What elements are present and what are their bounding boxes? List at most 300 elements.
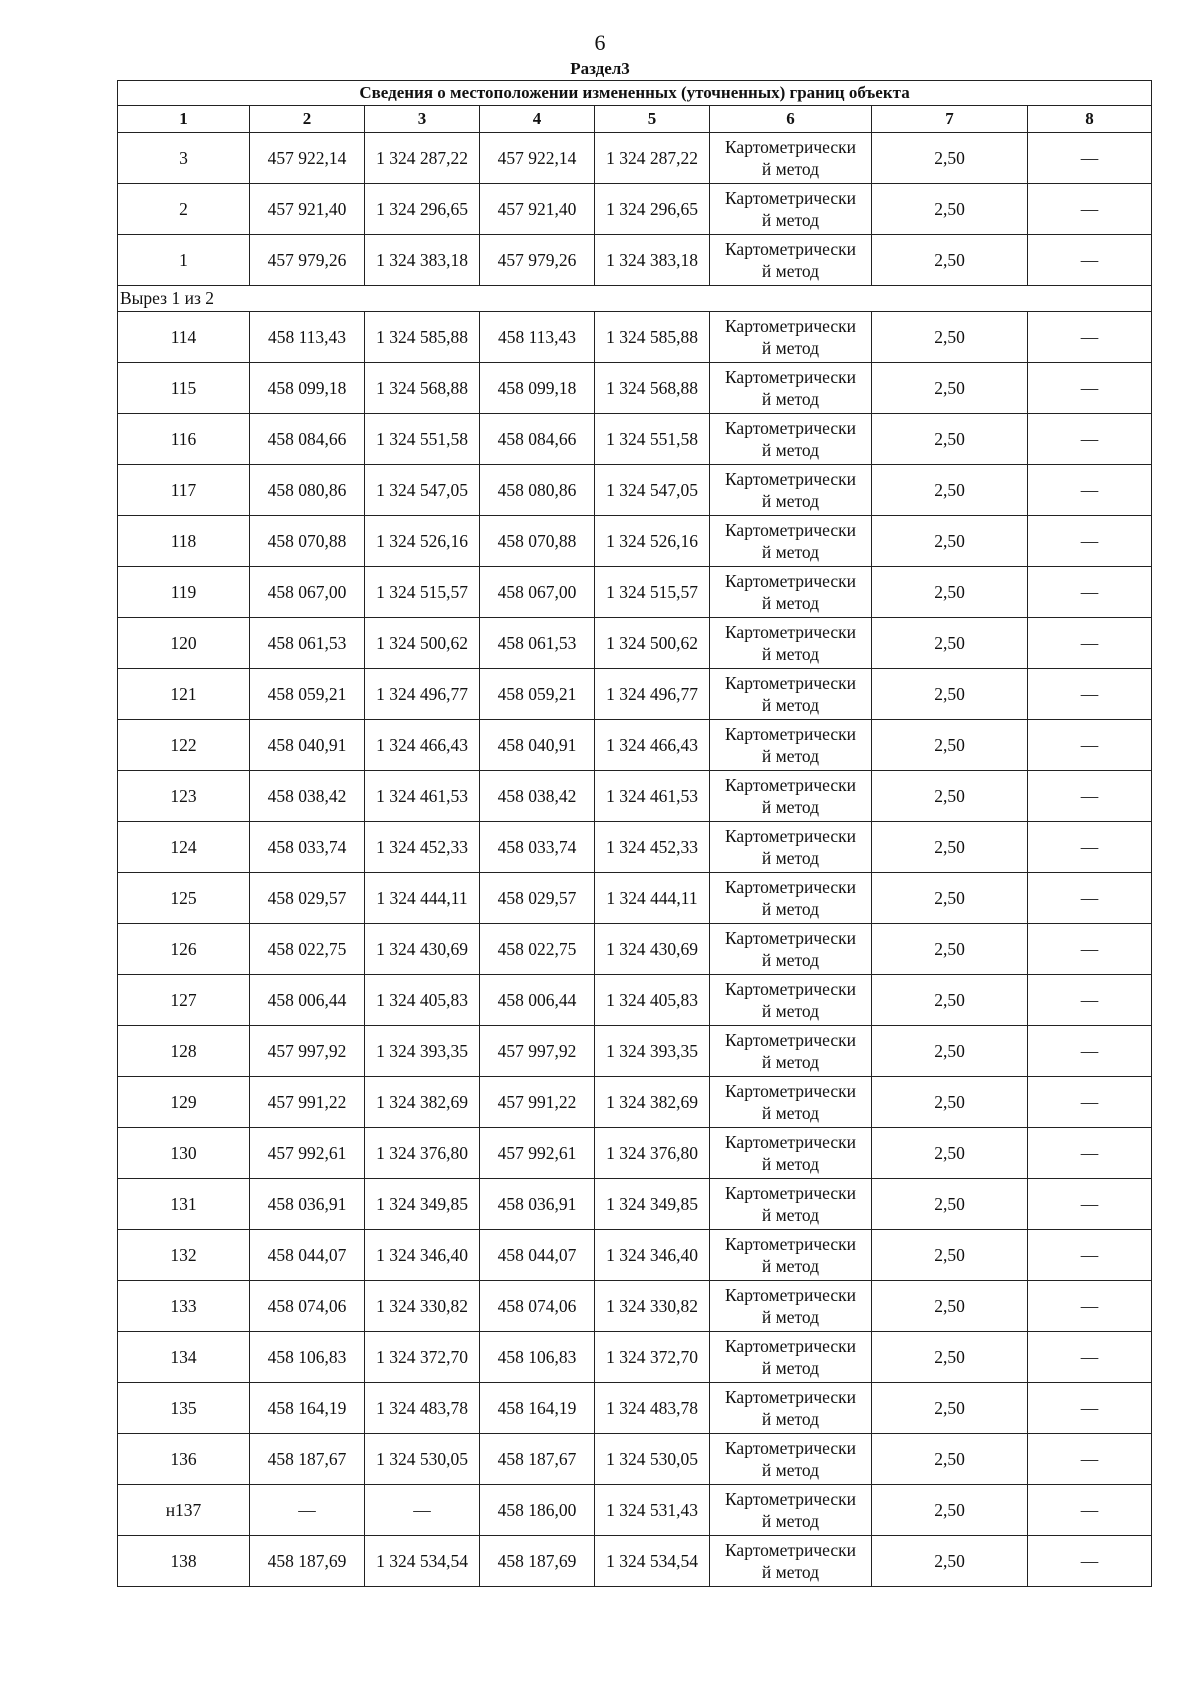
point-number-cell: 134 (118, 1332, 250, 1383)
column8-cell: — (1028, 414, 1152, 465)
point-number-cell: 131 (118, 1179, 250, 1230)
accuracy-cell: 2,50 (872, 1077, 1028, 1128)
cutout-label: Вырез 1 из 2 (118, 286, 1152, 312)
accuracy-cell: 2,50 (872, 924, 1028, 975)
method-text: й метод (761, 1409, 820, 1429)
table-row (118, 1485, 1152, 1536)
method-cell (710, 312, 872, 363)
method-cell (710, 1536, 872, 1587)
table-row (118, 618, 1152, 669)
y-existing-cell: 1 324 405,83 (365, 975, 480, 1026)
x-refined-cell: 458 187,69 (480, 1536, 595, 1587)
x-refined-cell: 458 084,66 (480, 414, 595, 465)
method-cell (710, 669, 872, 720)
table-row (118, 1536, 1152, 1587)
y-existing-cell: 1 324 372,70 (365, 1332, 480, 1383)
x-refined-cell: 457 922,14 (480, 133, 595, 184)
x-refined-cell: 458 022,75 (480, 924, 595, 975)
point-number-cell: 120 (118, 618, 250, 669)
method-text: Картометрически (724, 137, 857, 157)
table-row (118, 312, 1152, 363)
column-header: 8 (1028, 106, 1152, 133)
column8-cell: — (1028, 133, 1152, 184)
y-existing-cell: 1 324 287,22 (365, 133, 480, 184)
method-text: Картометрически (724, 1183, 857, 1203)
accuracy-cell: 2,50 (872, 465, 1028, 516)
boundary-coordinates-table (117, 80, 1152, 1587)
table-row (118, 1026, 1152, 1077)
accuracy-cell: 2,50 (872, 771, 1028, 822)
y-existing-cell: 1 324 330,82 (365, 1281, 480, 1332)
accuracy-cell: 2,50 (872, 1332, 1028, 1383)
table-row (118, 1434, 1152, 1485)
y-refined-cell: 1 324 500,62 (595, 618, 710, 669)
y-refined-cell: 1 324 526,16 (595, 516, 710, 567)
y-existing-cell: 1 324 461,53 (365, 771, 480, 822)
method-text: Картометрически (724, 622, 857, 642)
y-refined-cell: 1 324 461,53 (595, 771, 710, 822)
method-text: й метод (761, 440, 820, 460)
x-refined-cell: 458 187,67 (480, 1434, 595, 1485)
x-refined-cell: 458 106,83 (480, 1332, 595, 1383)
point-number-cell: 133 (118, 1281, 250, 1332)
method-cell (710, 1485, 872, 1536)
method-cell (710, 822, 872, 873)
method-cell (710, 975, 872, 1026)
column8-cell: — (1028, 1332, 1152, 1383)
method-text: й метод (761, 491, 820, 511)
method-text: й метод (761, 261, 820, 281)
method-cell (710, 235, 872, 286)
method-text: Картометрически (724, 826, 857, 846)
y-refined-cell: 1 324 296,65 (595, 184, 710, 235)
accuracy-cell: 2,50 (872, 414, 1028, 465)
accuracy-cell: 2,50 (872, 1485, 1028, 1536)
method-text: Картометрически (724, 1540, 857, 1560)
column-header: 5 (595, 106, 710, 133)
method-cell (710, 771, 872, 822)
column8-cell: — (1028, 567, 1152, 618)
method-cell (710, 1026, 872, 1077)
y-refined-cell: 1 324 568,88 (595, 363, 710, 414)
method-text: Картометрически (724, 1336, 857, 1356)
y-refined-cell: 1 324 551,58 (595, 414, 710, 465)
method-text: Картометрически (724, 1030, 857, 1050)
table-row (118, 1281, 1152, 1332)
method-text: й метод (761, 1205, 820, 1225)
accuracy-cell: 2,50 (872, 363, 1028, 414)
y-existing-cell: 1 324 515,57 (365, 567, 480, 618)
method-text: Картометрически (724, 1387, 857, 1407)
y-existing-cell: 1 324 452,33 (365, 822, 480, 873)
x-refined-cell: 458 113,43 (480, 312, 595, 363)
accuracy-cell: 2,50 (872, 312, 1028, 363)
table-header-row (118, 106, 1152, 133)
column-header: 3 (365, 106, 480, 133)
x-refined-cell: 458 036,91 (480, 1179, 595, 1230)
method-text: й метод (761, 1358, 820, 1378)
accuracy-cell: 2,50 (872, 1434, 1028, 1485)
x-refined-cell: 458 059,21 (480, 669, 595, 720)
x-refined-cell: 458 044,07 (480, 1230, 595, 1281)
method-text: й метод (761, 1256, 820, 1276)
method-text: й метод (761, 695, 820, 715)
x-existing-cell: 458 106,83 (250, 1332, 365, 1383)
x-refined-cell: 458 070,88 (480, 516, 595, 567)
method-cell (710, 1128, 872, 1179)
y-refined-cell: 1 324 585,88 (595, 312, 710, 363)
method-text: й метод (761, 159, 820, 179)
method-text: й метод (761, 1103, 820, 1123)
column8-cell: — (1028, 184, 1152, 235)
column8-cell: — (1028, 1281, 1152, 1332)
x-refined-cell: 457 979,26 (480, 235, 595, 286)
method-text: й метод (761, 644, 820, 664)
table-row (118, 822, 1152, 873)
method-text: Картометрически (724, 928, 857, 948)
x-refined-cell: 457 921,40 (480, 184, 595, 235)
column8-cell: — (1028, 1434, 1152, 1485)
column8-cell: — (1028, 235, 1152, 286)
x-existing-cell: 458 038,42 (250, 771, 365, 822)
table-row (118, 720, 1152, 771)
point-number-cell: 126 (118, 924, 250, 975)
method-text: й метод (761, 1562, 820, 1582)
table-row (118, 873, 1152, 924)
point-number-cell: 118 (118, 516, 250, 567)
y-refined-cell: 1 324 530,05 (595, 1434, 710, 1485)
table-row (118, 133, 1152, 184)
y-refined-cell: 1 324 496,77 (595, 669, 710, 720)
accuracy-cell: 2,50 (872, 822, 1028, 873)
y-refined-cell: 1 324 444,11 (595, 873, 710, 924)
column8-cell: — (1028, 975, 1152, 1026)
x-existing-cell: 458 059,21 (250, 669, 365, 720)
point-number-cell: 132 (118, 1230, 250, 1281)
x-existing-cell: 458 061,53 (250, 618, 365, 669)
y-existing-cell: 1 324 393,35 (365, 1026, 480, 1077)
y-existing-cell: 1 324 500,62 (365, 618, 480, 669)
y-existing-cell: 1 324 382,69 (365, 1077, 480, 1128)
x-existing-cell: 458 022,75 (250, 924, 365, 975)
method-cell (710, 1179, 872, 1230)
point-number-cell: 2 (118, 184, 250, 235)
column-header: 6 (710, 106, 872, 133)
table-row (118, 567, 1152, 618)
y-existing-cell: 1 324 483,78 (365, 1383, 480, 1434)
x-refined-cell: 458 080,86 (480, 465, 595, 516)
accuracy-cell: 2,50 (872, 516, 1028, 567)
accuracy-cell: 2,50 (872, 618, 1028, 669)
point-number-cell: 128 (118, 1026, 250, 1077)
column8-cell: — (1028, 771, 1152, 822)
table-row (118, 669, 1152, 720)
column8-cell: — (1028, 669, 1152, 720)
y-existing-cell: 1 324 526,16 (365, 516, 480, 567)
y-refined-cell: 1 324 483,78 (595, 1383, 710, 1434)
y-existing-cell: 1 324 346,40 (365, 1230, 480, 1281)
x-refined-cell: 458 029,57 (480, 873, 595, 924)
x-existing-cell: 458 006,44 (250, 975, 365, 1026)
method-text: Картометрически (724, 367, 857, 387)
y-refined-cell: 1 324 452,33 (595, 822, 710, 873)
method-text: й метод (761, 1460, 820, 1480)
table-caption-row (118, 81, 1152, 106)
column8-cell: — (1028, 1383, 1152, 1434)
method-text: Картометрически (724, 571, 857, 591)
method-text: й метод (761, 593, 820, 613)
x-existing-cell: 458 070,88 (250, 516, 365, 567)
y-refined-cell: 1 324 531,43 (595, 1485, 710, 1536)
y-refined-cell: 1 324 383,18 (595, 235, 710, 286)
method-text: Картометрически (724, 775, 857, 795)
method-text: Картометрически (724, 418, 857, 438)
point-number-cell: 136 (118, 1434, 250, 1485)
method-text: й метод (761, 1511, 820, 1531)
x-existing-cell: 458 074,06 (250, 1281, 365, 1332)
y-existing-cell: 1 324 430,69 (365, 924, 480, 975)
column-header: 7 (872, 106, 1028, 133)
method-cell (710, 1332, 872, 1383)
method-text: Картометрически (724, 1489, 857, 1509)
method-cell (710, 1383, 872, 1434)
point-number-cell: 124 (118, 822, 250, 873)
y-existing-cell: 1 324 444,11 (365, 873, 480, 924)
y-refined-cell: 1 324 393,35 (595, 1026, 710, 1077)
table-caption: Сведения о местоположении измененных (уточненных) границ объекта (118, 81, 1152, 106)
method-cell (710, 184, 872, 235)
method-text: й метод (761, 899, 820, 919)
table-row (118, 465, 1152, 516)
y-refined-cell: 1 324 382,69 (595, 1077, 710, 1128)
x-existing-cell: 458 067,00 (250, 567, 365, 618)
table-row (118, 516, 1152, 567)
y-refined-cell: 1 324 372,70 (595, 1332, 710, 1383)
point-number-cell: 123 (118, 771, 250, 822)
method-text: Картометрически (724, 316, 857, 336)
point-number-cell: 125 (118, 873, 250, 924)
x-existing-cell: 458 036,91 (250, 1179, 365, 1230)
x-existing-cell: 457 991,22 (250, 1077, 365, 1128)
method-text: й метод (761, 950, 820, 970)
method-cell (710, 1077, 872, 1128)
x-refined-cell: 457 992,61 (480, 1128, 595, 1179)
column-header: 4 (480, 106, 595, 133)
accuracy-cell: 2,50 (872, 1179, 1028, 1230)
x-existing-cell: 457 979,26 (250, 235, 365, 286)
method-text: Картометрически (724, 1438, 857, 1458)
y-refined-cell: 1 324 515,57 (595, 567, 710, 618)
table-row (118, 1128, 1152, 1179)
x-refined-cell: 458 186,00 (480, 1485, 595, 1536)
accuracy-cell: 2,50 (872, 1536, 1028, 1587)
accuracy-cell: 2,50 (872, 975, 1028, 1026)
method-text: Картометрически (724, 724, 857, 744)
x-existing-cell: 458 044,07 (250, 1230, 365, 1281)
column8-cell: — (1028, 822, 1152, 873)
method-cell (710, 414, 872, 465)
y-existing-cell: — (365, 1485, 480, 1536)
y-existing-cell: 1 324 534,54 (365, 1536, 480, 1587)
accuracy-cell: 2,50 (872, 720, 1028, 771)
table-row (118, 1383, 1152, 1434)
x-refined-cell: 458 074,06 (480, 1281, 595, 1332)
method-text: й метод (761, 338, 820, 358)
y-existing-cell: 1 324 585,88 (365, 312, 480, 363)
method-cell (710, 516, 872, 567)
method-cell (710, 133, 872, 184)
method-text: Картометрически (724, 1081, 857, 1101)
section-title: Раздел3 (570, 59, 630, 78)
accuracy-cell: 2,50 (872, 1383, 1028, 1434)
method-text: Картометрически (724, 1285, 857, 1305)
x-refined-cell: 458 038,42 (480, 771, 595, 822)
table-row (118, 414, 1152, 465)
method-text: Картометрически (724, 673, 857, 693)
table-row (118, 924, 1152, 975)
x-existing-cell: 457 997,92 (250, 1026, 365, 1077)
x-refined-cell: 458 067,00 (480, 567, 595, 618)
point-number-cell: 135 (118, 1383, 250, 1434)
column8-cell: — (1028, 516, 1152, 567)
table-row (118, 1179, 1152, 1230)
x-refined-cell: 458 099,18 (480, 363, 595, 414)
table-row (118, 363, 1152, 414)
y-refined-cell: 1 324 349,85 (595, 1179, 710, 1230)
column8-cell: — (1028, 1536, 1152, 1587)
table-row (118, 1332, 1152, 1383)
method-cell (710, 873, 872, 924)
method-text: Картометрически (724, 469, 857, 489)
method-text: Картометрически (724, 520, 857, 540)
method-cell (710, 1281, 872, 1332)
point-number-cell: 115 (118, 363, 250, 414)
accuracy-cell: 2,50 (872, 1281, 1028, 1332)
accuracy-cell: 2,50 (872, 873, 1028, 924)
table-row (118, 1230, 1152, 1281)
x-existing-cell: 458 040,91 (250, 720, 365, 771)
y-refined-cell: 1 324 346,40 (595, 1230, 710, 1281)
method-text: й метод (761, 1154, 820, 1174)
cutout-label-row (118, 286, 1152, 312)
page-number: 6 (594, 30, 606, 55)
column8-cell: — (1028, 1485, 1152, 1536)
column8-cell: — (1028, 312, 1152, 363)
method-cell (710, 465, 872, 516)
table-row (118, 771, 1152, 822)
accuracy-cell: 2,50 (872, 567, 1028, 618)
y-refined-cell: 1 324 376,80 (595, 1128, 710, 1179)
x-existing-cell: 457 992,61 (250, 1128, 365, 1179)
x-refined-cell: 458 040,91 (480, 720, 595, 771)
x-refined-cell: 457 991,22 (480, 1077, 595, 1128)
column8-cell: — (1028, 873, 1152, 924)
y-existing-cell: 1 324 349,85 (365, 1179, 480, 1230)
y-existing-cell: 1 324 383,18 (365, 235, 480, 286)
y-existing-cell: 1 324 466,43 (365, 720, 480, 771)
x-refined-cell: 458 164,19 (480, 1383, 595, 1434)
accuracy-cell: 2,50 (872, 133, 1028, 184)
point-number-cell: 114 (118, 312, 250, 363)
method-text: Картометрически (724, 239, 857, 259)
point-number-cell: 117 (118, 465, 250, 516)
column8-cell: — (1028, 1179, 1152, 1230)
method-text: Картометрически (724, 1234, 857, 1254)
y-refined-cell: 1 324 430,69 (595, 924, 710, 975)
y-refined-cell: 1 324 534,54 (595, 1536, 710, 1587)
method-cell (710, 1434, 872, 1485)
method-cell (710, 1230, 872, 1281)
method-text: й метод (761, 848, 820, 868)
point-number-cell: 119 (118, 567, 250, 618)
method-text: й метод (761, 746, 820, 766)
method-text: й метод (761, 1307, 820, 1327)
accuracy-cell: 2,50 (872, 1128, 1028, 1179)
method-text: й метод (761, 210, 820, 230)
y-existing-cell: 1 324 496,77 (365, 669, 480, 720)
method-text: й метод (761, 1052, 820, 1072)
method-cell (710, 618, 872, 669)
x-existing-cell: 458 164,19 (250, 1383, 365, 1434)
accuracy-cell: 2,50 (872, 669, 1028, 720)
point-number-cell: н137 (118, 1485, 250, 1536)
column8-cell: — (1028, 1026, 1152, 1077)
y-existing-cell: 1 324 547,05 (365, 465, 480, 516)
y-refined-cell: 1 324 330,82 (595, 1281, 710, 1332)
method-cell (710, 363, 872, 414)
point-number-cell: 129 (118, 1077, 250, 1128)
x-existing-cell: 458 080,86 (250, 465, 365, 516)
method-text: Картометрически (724, 877, 857, 897)
accuracy-cell: 2,50 (872, 1230, 1028, 1281)
y-refined-cell: 1 324 466,43 (595, 720, 710, 771)
x-refined-cell: 458 061,53 (480, 618, 595, 669)
y-refined-cell: 1 324 287,22 (595, 133, 710, 184)
y-existing-cell: 1 324 551,58 (365, 414, 480, 465)
method-text: Картометрически (724, 1132, 857, 1152)
x-existing-cell: 458 099,18 (250, 363, 365, 414)
table-row (118, 235, 1152, 286)
point-number-cell: 116 (118, 414, 250, 465)
point-number-cell: 121 (118, 669, 250, 720)
y-existing-cell: 1 324 568,88 (365, 363, 480, 414)
method-cell (710, 924, 872, 975)
x-existing-cell: 457 922,14 (250, 133, 365, 184)
point-number-cell: 1 (118, 235, 250, 286)
column8-cell: — (1028, 720, 1152, 771)
x-existing-cell: — (250, 1485, 365, 1536)
column-header: 2 (250, 106, 365, 133)
x-existing-cell: 458 187,69 (250, 1536, 365, 1587)
column8-cell: — (1028, 1230, 1152, 1281)
x-existing-cell: 458 029,57 (250, 873, 365, 924)
y-refined-cell: 1 324 405,83 (595, 975, 710, 1026)
x-existing-cell: 458 113,43 (250, 312, 365, 363)
accuracy-cell: 2,50 (872, 184, 1028, 235)
x-refined-cell: 458 033,74 (480, 822, 595, 873)
column8-cell: — (1028, 924, 1152, 975)
column8-cell: — (1028, 363, 1152, 414)
y-existing-cell: 1 324 530,05 (365, 1434, 480, 1485)
x-existing-cell: 458 084,66 (250, 414, 365, 465)
x-existing-cell: 457 921,40 (250, 184, 365, 235)
x-existing-cell: 458 033,74 (250, 822, 365, 873)
table-row (118, 184, 1152, 235)
point-number-cell: 138 (118, 1536, 250, 1587)
y-existing-cell: 1 324 296,65 (365, 184, 480, 235)
method-text: й метод (761, 1001, 820, 1021)
point-number-cell: 127 (118, 975, 250, 1026)
